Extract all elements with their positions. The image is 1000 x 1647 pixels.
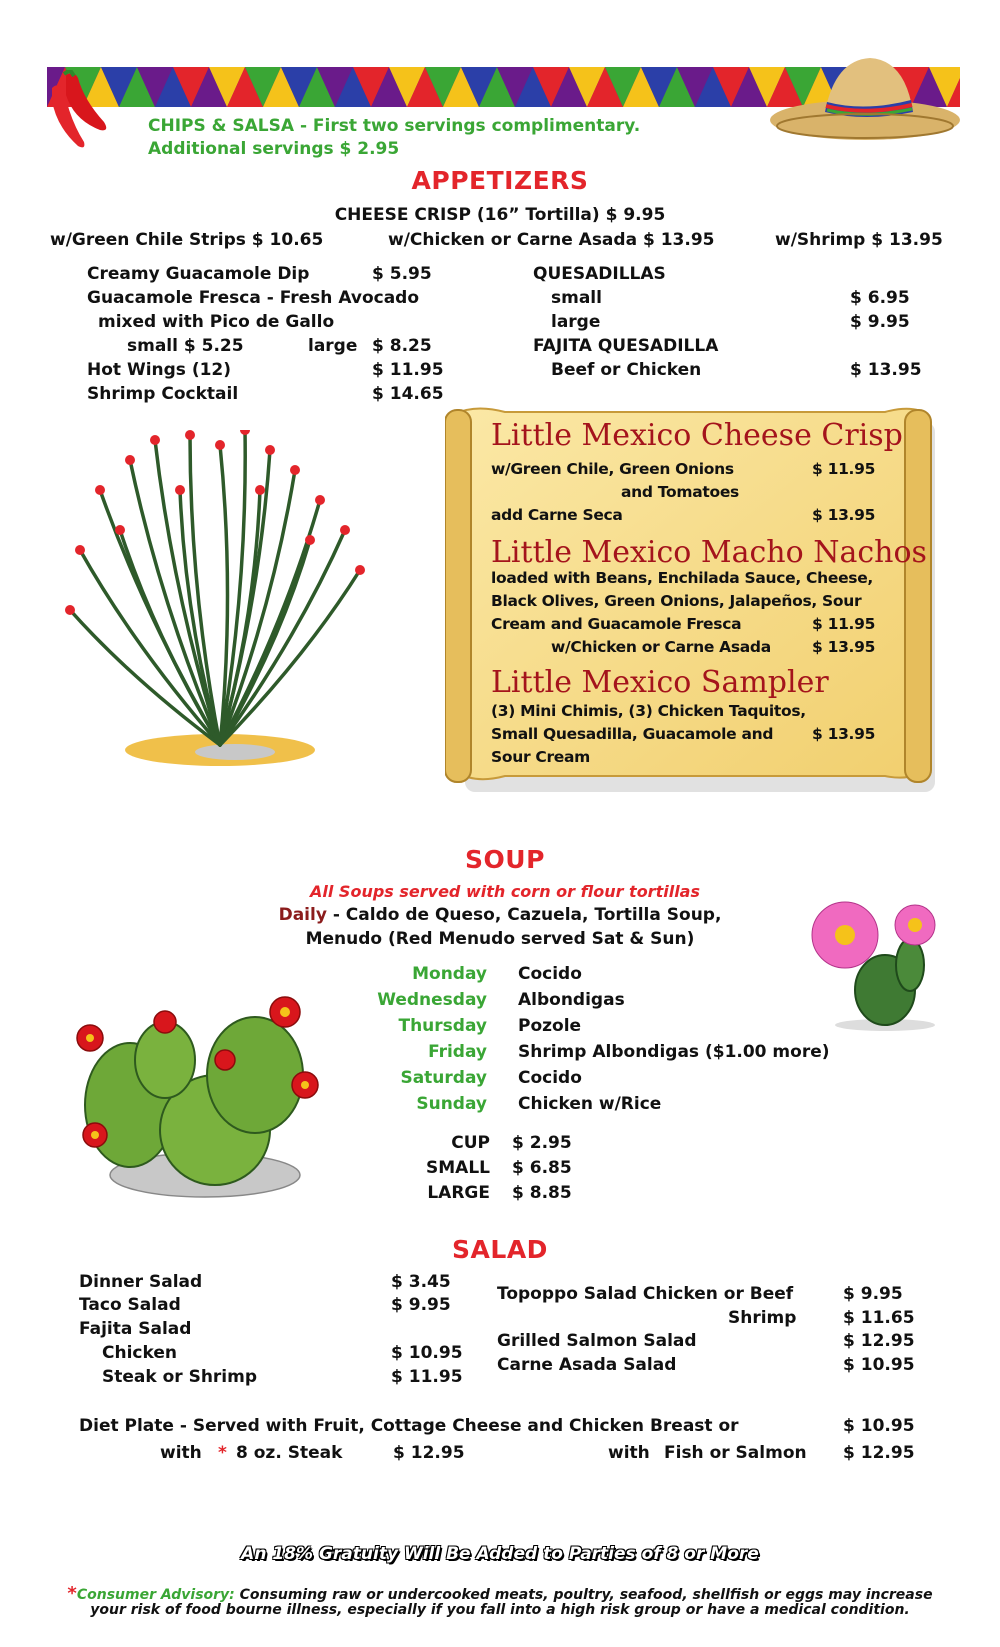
shrimp-cocktail: Shrimp Cocktail: [87, 384, 239, 404]
chips-line-2: Additional servings $ 2.95: [148, 139, 400, 159]
soup-heading: SOUP: [465, 845, 545, 874]
soup-saturday: Cocido: [518, 1068, 582, 1088]
diet-fish-price: $ 12.95: [843, 1443, 915, 1463]
day-saturday: Saturday: [400, 1068, 487, 1088]
cc-line3: add Carne Seca: [491, 506, 623, 524]
quesadilla-large-price: $ 9.95: [850, 312, 910, 332]
quesadilla-small-price: $ 6.95: [850, 288, 910, 308]
guacamole-dip: Creamy Guacamole Dip: [87, 264, 310, 284]
fresca-large-price: $ 8.25: [372, 336, 432, 356]
diet-plate: Diet Plate - Served with Fruit, Cottage Cheese and Chicken Breast or: [79, 1416, 739, 1436]
salad-heading: SALAD: [452, 1235, 548, 1264]
size-cup-price: $ 2.95: [512, 1133, 572, 1153]
hot-wings: Hot Wings (12): [87, 360, 232, 380]
nachos-line4: w/Chicken or Carne Asada: [551, 638, 771, 656]
fajita-chicken: Chicken: [102, 1343, 177, 1363]
quesadilla-large: large: [551, 312, 601, 332]
chili-pepper-icon: [44, 70, 114, 150]
soup-thursday: Pozole: [518, 1016, 582, 1036]
hot-wings-price: $ 11.95: [372, 360, 444, 380]
steak-asterisk: *: [218, 1443, 227, 1463]
advisory-label: Consumer Advisory:: [76, 1587, 235, 1603]
guacamole-dip-price: $ 5.95: [372, 264, 432, 284]
day-friday: Friday: [428, 1042, 487, 1062]
cheese-crisp-special-title: Little Mexico Cheese Crisp: [491, 418, 903, 453]
soup-wednesday: Albondigas: [518, 990, 625, 1010]
flowering-cactus-icon: [800, 895, 960, 1040]
carne-asada-salad: Carne Asada Salad: [497, 1355, 677, 1375]
gratuity-notice: An 18% Gratuity Will Be Added to Parties of 8 or More: [241, 1544, 759, 1564]
dinner-salad-price: $ 3.45: [391, 1272, 451, 1292]
topoppo-shrimp-price: $ 11.65: [843, 1308, 915, 1328]
sampler-line2: Small Quesadilla, Guacamole and: [491, 725, 774, 743]
cc-line1-price: $ 11.95: [812, 460, 876, 478]
fajita-quesadilla-price: $ 13.95: [850, 360, 922, 380]
guacamole-fresca: Guacamole Fresca - Fresh Avocado: [87, 288, 420, 308]
green-chile-strips: w/Green Chile Strips $ 10.65: [50, 230, 324, 250]
shrimp-option: w/Shrimp $ 13.95: [775, 230, 943, 250]
soup-friday: Shrimp Albondigas ($1.00 more): [518, 1042, 830, 1062]
quesadillas-heading: QUESADILLAS: [533, 264, 666, 284]
size-large-price: $ 8.85: [512, 1183, 572, 1203]
guacamole-fresca-line2: mixed with Pico de Gallo: [98, 312, 335, 332]
day-sunday: Sunday: [416, 1094, 487, 1114]
fajita-chicken-price: $ 10.95: [391, 1343, 463, 1363]
cc-line1: w/Green Chile, Green Onions: [491, 460, 734, 478]
advisory-text-1: Consuming raw or undercooked meats, poultry, seafood, shellfish or eggs may increase: [234, 1587, 933, 1603]
size-small: SMALL: [426, 1158, 490, 1178]
nachos-line1: loaded with Beans, Enchilada Sauce, Cheese,: [491, 569, 874, 587]
cheese-crisp-line: CHEESE CRISP (16” Tortilla) $ 9.95: [334, 205, 666, 225]
daily-text: - Caldo de Queso, Cazuela, Tortilla Soup,: [326, 905, 722, 925]
fresca-small: small $ 5.25: [127, 336, 244, 356]
fresca-large-label: large: [308, 336, 358, 356]
shrimp-cocktail-price: $ 14.65: [372, 384, 444, 404]
appetizers-heading: APPETIZERS: [411, 166, 589, 195]
diet-steak: 8 oz. Steak: [236, 1443, 343, 1463]
day-monday: Monday: [412, 964, 487, 984]
cc-line3-price: $ 13.95: [812, 506, 876, 524]
soup-subtitle: All Soups served with corn or flour tortillas: [310, 882, 700, 901]
size-small-price: $ 6.85: [512, 1158, 572, 1178]
ocotillo-cactus-icon: [60, 430, 380, 770]
sampler-line2-price: $ 13.95: [812, 725, 876, 743]
prickly-pear-cactus-icon: [55, 990, 335, 1205]
macho-nachos-title: Little Mexico Macho Nachos: [491, 535, 927, 570]
grilled-salmon-salad-price: $ 12.95: [843, 1331, 915, 1351]
day-wednesday: Wednesday: [377, 990, 487, 1010]
diet-plate-price: $ 10.95: [843, 1416, 915, 1436]
taco-salad: Taco Salad: [79, 1295, 181, 1315]
fajita-quesadilla-heading: FAJITA QUESADILLA: [533, 336, 719, 356]
soup-daily-line2: Menudo (Red Menudo served Sat & Sun): [305, 929, 695, 949]
chicken-carne-asada: w/Chicken or Carne Asada $ 13.95: [388, 230, 715, 250]
chips-line-1: CHIPS & SALSA - First two servings complimentary.: [148, 116, 641, 136]
diet-fish: Fish or Salmon: [664, 1443, 807, 1463]
taco-salad-price: $ 9.95: [391, 1295, 451, 1315]
dinner-salad: Dinner Salad: [79, 1272, 203, 1292]
nachos-line3: Cream and Guacamole Fresca: [491, 615, 742, 633]
carne-asada-salad-price: $ 10.95: [843, 1355, 915, 1375]
nachos-line4-price: $ 13.95: [812, 638, 876, 656]
quesadilla-small: small: [551, 288, 602, 308]
sombrero-icon: [765, 50, 965, 145]
size-cup: CUP: [451, 1133, 490, 1153]
soup-monday: Cocido: [518, 964, 582, 984]
fajita-salad: Fajita Salad: [79, 1319, 192, 1339]
fajita-quesadilla-item: Beef or Chicken: [551, 360, 702, 380]
sampler-line1: (3) Mini Chimis, (3) Chicken Taquitos,: [491, 702, 806, 720]
sampler-line3: Sour Cream: [491, 748, 591, 766]
topoppo-salad: Topoppo Salad Chicken or Beef: [497, 1284, 794, 1304]
advisory-asterisk: *: [67, 1583, 77, 1604]
cc-line2: and Tomatoes: [621, 483, 739, 501]
diet-with-1: with: [160, 1443, 202, 1463]
topoppo-shrimp: Shrimp: [728, 1308, 797, 1328]
topoppo-salad-price: $ 9.95: [843, 1284, 903, 1304]
day-thursday: Thursday: [398, 1016, 487, 1036]
diet-steak-price: $ 12.95: [393, 1443, 465, 1463]
fajita-steak: Steak or Shrimp: [102, 1367, 258, 1387]
consumer-advisory-line2: your risk of food bourne illness, especially if you fall into a high risk group or have a medical condition.: [90, 1602, 910, 1618]
diet-with-2: with: [608, 1443, 650, 1463]
fajita-steak-price: $ 11.95: [391, 1367, 463, 1387]
size-large: LARGE: [427, 1183, 490, 1203]
nachos-line2: Black Olives, Green Onions, Jalapeños, Sour: [491, 592, 862, 610]
nachos-line3-price: $ 11.95: [812, 615, 876, 633]
daily-label: Daily: [278, 905, 327, 925]
sampler-title: Little Mexico Sampler: [491, 665, 829, 700]
grilled-salmon-salad: Grilled Salmon Salad: [497, 1331, 697, 1351]
soup-sunday: Chicken w/Rice: [518, 1094, 662, 1114]
